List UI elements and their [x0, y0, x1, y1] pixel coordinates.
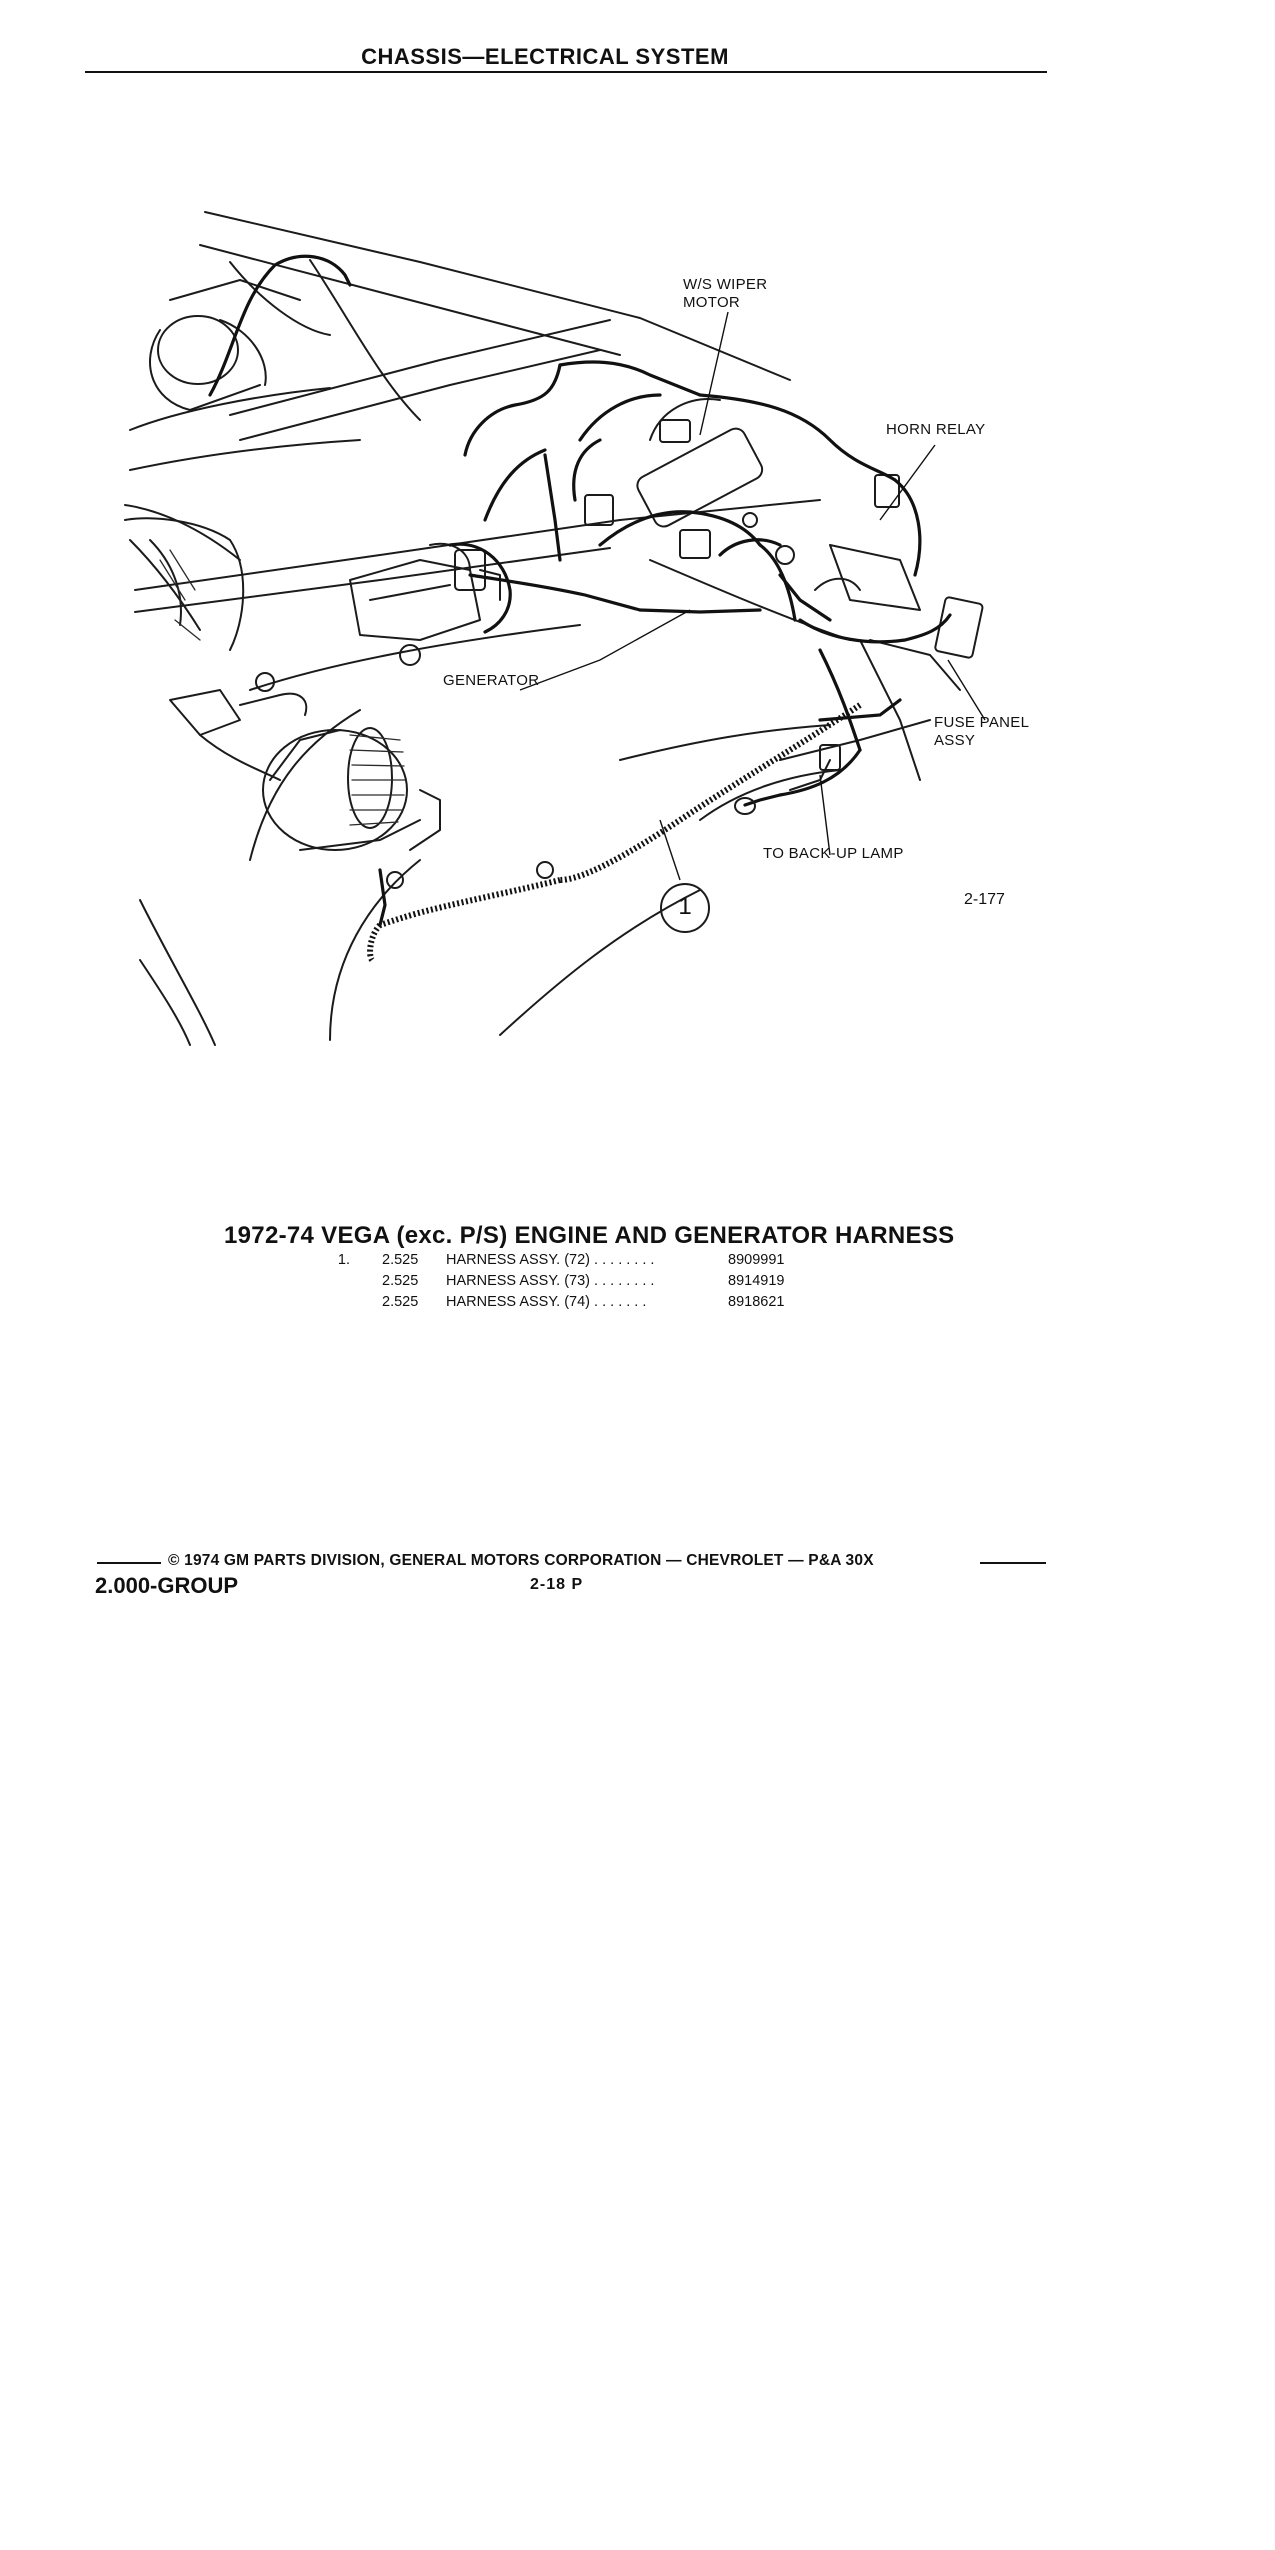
engine-block — [125, 518, 500, 665]
part-ref — [316, 1271, 382, 1292]
part-description: HARNESS ASSY. (73) . . . . . . . . — [446, 1273, 655, 1289]
part-number: 8918621 — [728, 1294, 785, 1310]
section-title: 1972-74 VEGA (exc. P/S) ENGINE AND GENERATOR HARNESS — [224, 1222, 955, 1249]
group-label: 2.000-GROUP — [95, 1573, 239, 1598]
figure-number: 2-177 — [964, 891, 1005, 908]
generator-harness-braid — [370, 705, 860, 960]
body-panel-outlines — [125, 212, 930, 1045]
item-marker-number: 1 — [678, 893, 692, 920]
callout-fuse-panel-line1: FUSE PANEL — [934, 714, 1030, 731]
part-ref: 1. — [337, 1252, 350, 1268]
page-header-title: CHASSIS—ELECTRICAL SYSTEM — [361, 44, 729, 69]
callout-generator: GENERATOR — [443, 672, 540, 689]
part-description: HARNESS ASSY. (74) . . . . . . . — [446, 1294, 647, 1310]
callout-wiper-motor — [683, 276, 767, 312]
table-row — [316, 1250, 848, 1271]
page-reference: 2-18 P — [530, 1576, 584, 1593]
fender-and-reservoir — [150, 280, 300, 410]
part-number: 8914919 — [728, 1273, 785, 1289]
footer-copyright: © 1974 GM PARTS DIVISION, GENERAL MOTORS CORPORATION — CHEVROLET — P&A 30X — [168, 1552, 874, 1569]
callout-wiper-motor-line1: W/S WIPER — [683, 276, 768, 293]
hoses — [170, 673, 306, 780]
footer-rule-left — [97, 1562, 161, 1564]
callout-horn-relay: HORN RELAY — [886, 421, 986, 438]
callout-fuse-panel-line2: ASSY — [934, 732, 976, 749]
parts-list — [316, 1250, 848, 1313]
part-group: 2.525 — [382, 1252, 419, 1268]
callout-wiper-motor-line2: MOTOR — [683, 294, 741, 311]
horn-relay-and-fuse-panel — [743, 475, 983, 690]
generator — [263, 728, 440, 888]
table-row — [316, 1271, 848, 1292]
part-description: HARNESS ASSY. (72) . . . . . . . . — [446, 1252, 655, 1268]
part-ref — [316, 1292, 382, 1313]
table-row — [316, 1292, 848, 1313]
callout-fuse-panel — [934, 714, 1029, 750]
engine-harness-diagram — [0, 0, 1275, 1150]
footer-rule-right — [980, 1562, 1046, 1564]
part-number: 8909991 — [728, 1252, 785, 1268]
part-group: 2.525 — [382, 1273, 419, 1289]
callout-backup-lamp: TO BACK-UP LAMP — [763, 845, 904, 862]
part-group: 2.525 — [382, 1294, 419, 1310]
